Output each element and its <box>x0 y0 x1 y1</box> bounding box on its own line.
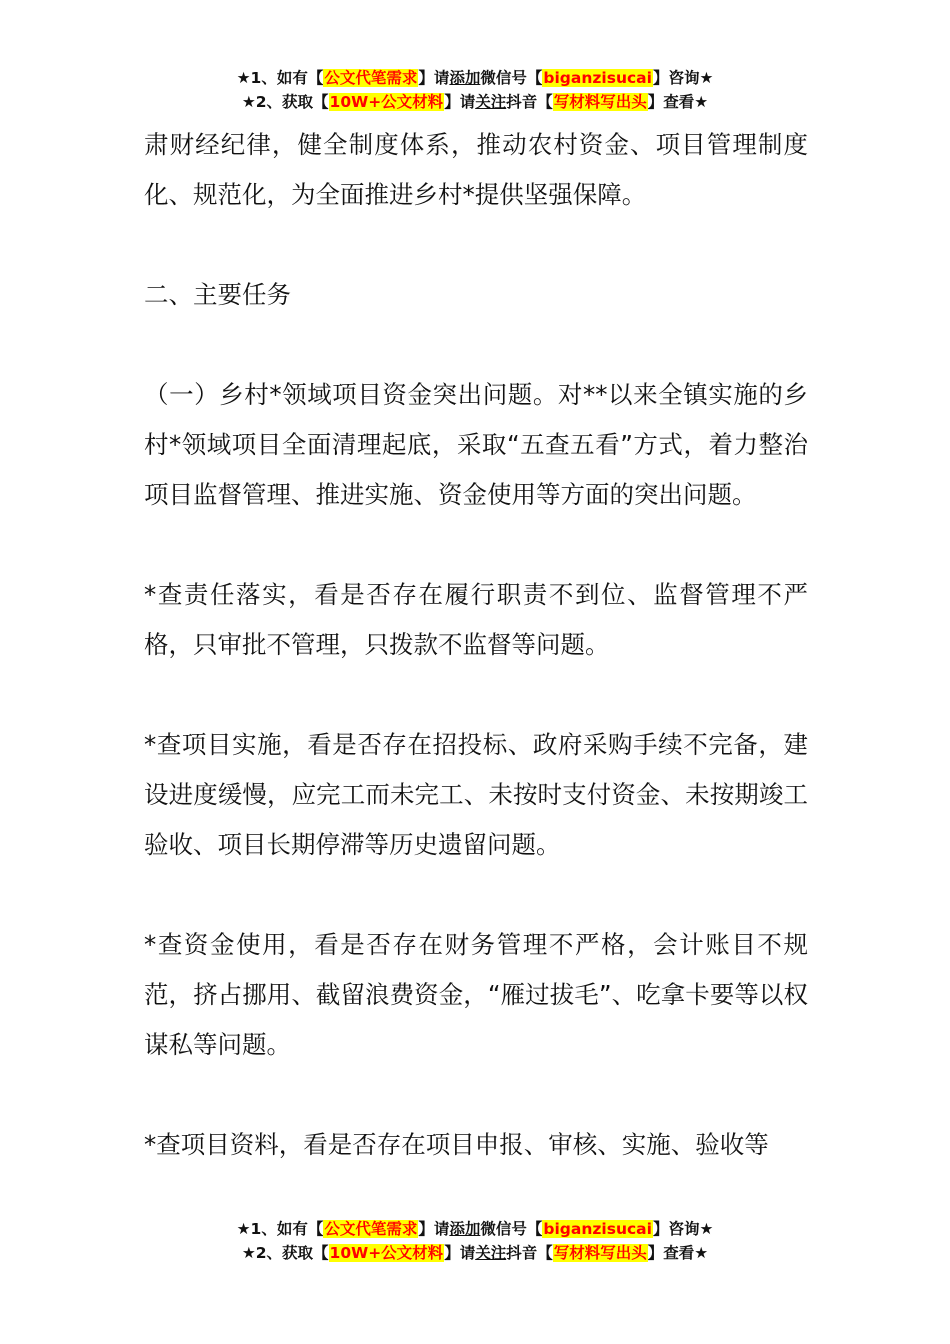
banner-underline: 添加 <box>449 1220 481 1238</box>
banner-text: ★2、获取【 <box>241 93 329 111</box>
paragraph: 肃财经纪律，健全制度体系，推动农村资金、项目管理制度化、规范化，为全面推进乡村*提供坚强保障。 <box>144 130 808 209</box>
banner-text: 微信号【 <box>480 1220 543 1238</box>
banner-underline: 关注 <box>475 93 507 111</box>
banner-text: 】查看★ <box>647 1244 709 1262</box>
banner-text: 】请 <box>418 1220 450 1238</box>
banner-highlight: 公文代笔需求 <box>324 69 418 87</box>
banner-line-1 <box>0 1217 950 1241</box>
paragraph: *查责任落实，看是否存在履行职责不到位、监督管理不严格，只审批不管理，只拨款不监督等问题。 <box>144 580 808 659</box>
banner-text: 】咨询★ <box>652 1220 714 1238</box>
banner-text: 抖音【 <box>506 93 553 111</box>
header-banner <box>0 66 950 114</box>
banner-text: 抖音【 <box>506 1244 553 1262</box>
banner-line-2 <box>0 90 950 114</box>
banner-highlight: 写材料写出头 <box>553 93 647 111</box>
paragraph: *查项目资料，看是否存在项目申报、审核、实施、验收等 <box>144 1130 769 1159</box>
banner-highlight: 10W+公文材料 <box>329 93 444 111</box>
banner-text: ★2、获取【 <box>241 1244 329 1262</box>
banner-text: 】请 <box>418 69 450 87</box>
paragraph: *查资金使用，看是否存在财务管理不严格，会计账目不规范，挤占挪用、截留浪费资金，“雁过拔毛”、吃拿卡要等以权谋私等问题。 <box>144 930 808 1059</box>
paragraph: *查项目实施，看是否存在招投标、政府采购手续不完备，建设进度缓慢，应完工而未完工、未按时支付资金、未按期竣工验收、项目长期停滞等历史遗留问题。 <box>144 730 808 859</box>
banner-line-1 <box>0 66 950 90</box>
banner-text: 】查看★ <box>647 93 709 111</box>
banner-highlight: 公文代笔需求 <box>324 1220 418 1238</box>
banner-highlight: 写材料写出头 <box>553 1244 647 1262</box>
banner-text: ★1、如有【 <box>236 1220 324 1238</box>
banner-text: ★1、如有【 <box>236 69 324 87</box>
banner-highlight: biganzisucai <box>543 69 652 87</box>
section-heading: 二、主要任务 <box>144 280 291 309</box>
banner-text: 】请 <box>444 1244 476 1262</box>
banner-highlight: biganzisucai <box>543 1220 652 1238</box>
footer-banner <box>0 1217 950 1265</box>
paragraph: （一）乡村*领域项目资金突出问题。对**以来全镇实施的乡村*领域项目全面清理起底，采取“五查五看”方式，着力整治项目监督管理、推进实施、资金使用等方面的突出问题。 <box>144 380 808 509</box>
banner-text: 】咨询★ <box>652 69 714 87</box>
banner-text: 微信号【 <box>480 69 543 87</box>
banner-underline: 关注 <box>475 1244 507 1262</box>
banner-line-2 <box>0 1241 950 1265</box>
banner-highlight: 10W+公文材料 <box>329 1244 444 1262</box>
document-body <box>144 120 808 1170</box>
banner-underline: 添加 <box>449 69 481 87</box>
banner-text: 】请 <box>444 93 476 111</box>
